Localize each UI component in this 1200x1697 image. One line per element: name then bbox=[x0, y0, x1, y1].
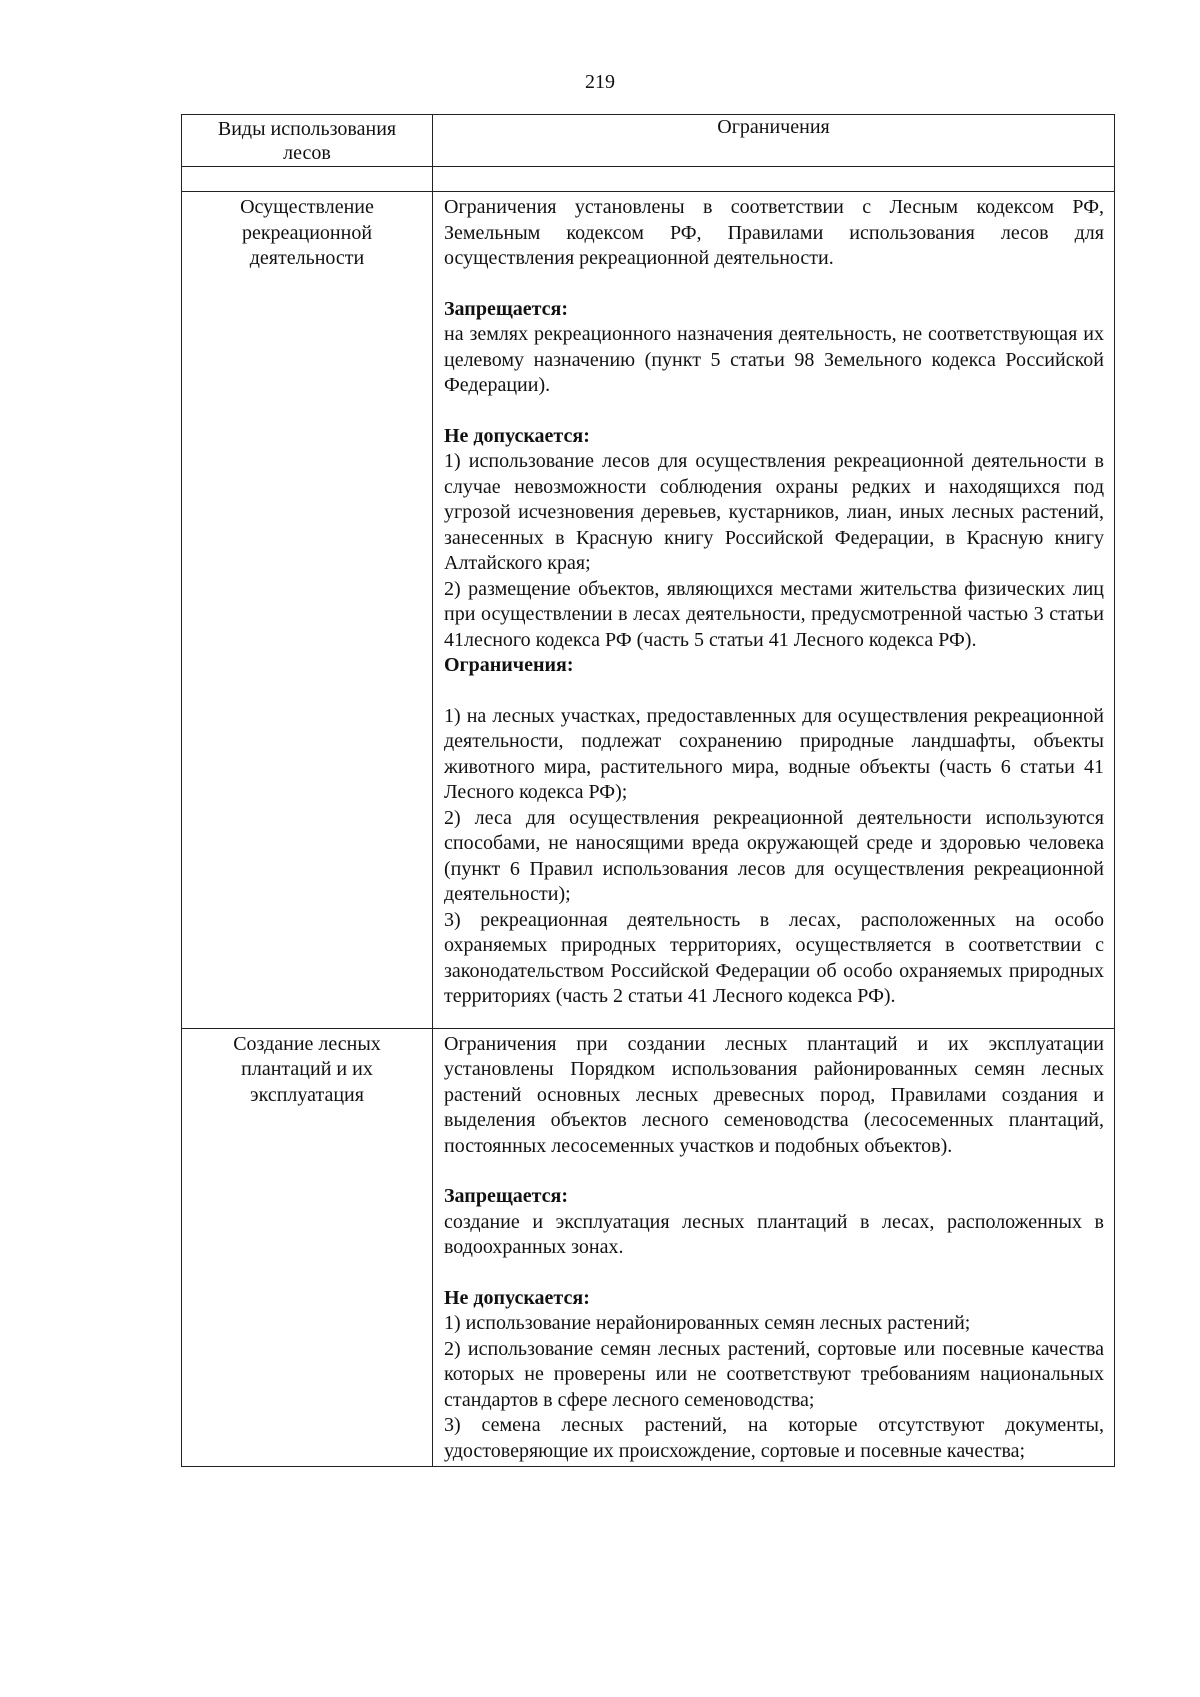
list-item: 3) рекреационная деятельность в лесах, расположенных на особо охраняемых природных территориях, осуществляется в соответствии с законодательством Российской Федерации об особо охраняемых природных территориях (часть 2 статьи 41 Лесного кодекса РФ). bbox=[444, 908, 1104, 1007]
prohibited-text: создание и эксплуатация лесных плантаций в лесах, расположенных в водоохранных зонах. bbox=[444, 1210, 1104, 1258]
limitations-cell bbox=[433, 192, 1115, 1029]
list-item: 2) использование семян лесных растений, сортовые или посевные качества которых не проверены или не соответствуют требованиям национальных стандартов в сфере лесного семеноводства; bbox=[444, 1337, 1104, 1411]
list-item: 3) семена лесных растений, на которые отсутствуют документы, удостоверяющие их происхождение, сортовые и посевные качества; bbox=[444, 1414, 1104, 1462]
intro-text: Ограничения при создании лесных плантаций и их эксплуатации установлены Порядком использования районированных семян лесных растений основных лесных древесных пород, Правилами создания и выделения объектов лесного семеноводства (лесосеменных плантаций, постоянных лесосеменных участков и подобных объектов). bbox=[444, 1032, 1104, 1157]
list-item: 2) леса для осуществления рекреационной деятельности используются способами, не наносящими вреда окружающей среде и здоровью человека (пункт 6 Правил использования лесов для осуществления рекреационной деятельности); bbox=[444, 806, 1104, 905]
limitations-cell bbox=[433, 1028, 1115, 1467]
list-item: 2) размещение объектов, являющихся местами жительства физических лиц при осуществлении в лесах деятельности, предусмотренной частью 3 статьи 41лесного кодекса РФ (часть 5 статьи 41 Лесного кодекса РФ). bbox=[444, 577, 1104, 651]
prohibited-text: на землях рекреационного назначения деятельность, не соответствующая их целевому назначению (пункт 5 статьи 98 Земельного кодекса Российской Федерации). bbox=[444, 323, 1104, 396]
use-type-cell: Осуществление рекреационной деятельности bbox=[182, 192, 433, 1029]
intro-text: Ограничения установлены в соответствии с Лесным кодексом РФ, Земельным кодексом РФ, Правилами использования лесов для осуществления рекреационной деятельности. bbox=[444, 196, 1104, 269]
column-header-use-types: Виды использования лесов bbox=[182, 115, 433, 167]
prohibited-heading: Запрещается: bbox=[444, 297, 569, 320]
table-row bbox=[182, 192, 1115, 1029]
column-header-limitations: Ограничения bbox=[433, 115, 1115, 167]
not-allowed-heading: Не допускается: bbox=[444, 424, 590, 447]
table-header-row bbox=[182, 115, 1115, 167]
list-item: 1) на лесных участках, предоставленных для осуществления рекреационной деятельности, подлежат сохранению природные ландшафты, объекты животного мира, растительного мира, водные объекты (часть 6 статьи 41 Лесного кодекса РФ); bbox=[444, 704, 1104, 803]
limitations-heading: Ограничения: bbox=[444, 654, 574, 676]
prohibited-heading: Запрещается: bbox=[444, 1185, 569, 1207]
page-number: 219 bbox=[585, 71, 615, 93]
use-type-cell: Создание лесных плантаций и их эксплуатация bbox=[182, 1028, 433, 1467]
forest-use-limitations-table bbox=[181, 114, 1115, 1467]
not-allowed-heading: Не допускается: bbox=[444, 1286, 590, 1309]
table-spacer-row bbox=[182, 167, 1115, 192]
list-item: 1) использование нерайонированных семян лесных растений; bbox=[444, 1312, 971, 1334]
table-row bbox=[182, 1028, 1115, 1467]
list-item: 1) использование лесов для осуществления рекреационной деятельности в случае невозможности соблюдения охраны редких и находящихся под угрозой исчезновения деревьев, кустарников, лиан, иных лесных растений, занесенных в Красную книгу Российской Федерации, в Красную книгу Алтайского края; bbox=[444, 450, 1104, 574]
